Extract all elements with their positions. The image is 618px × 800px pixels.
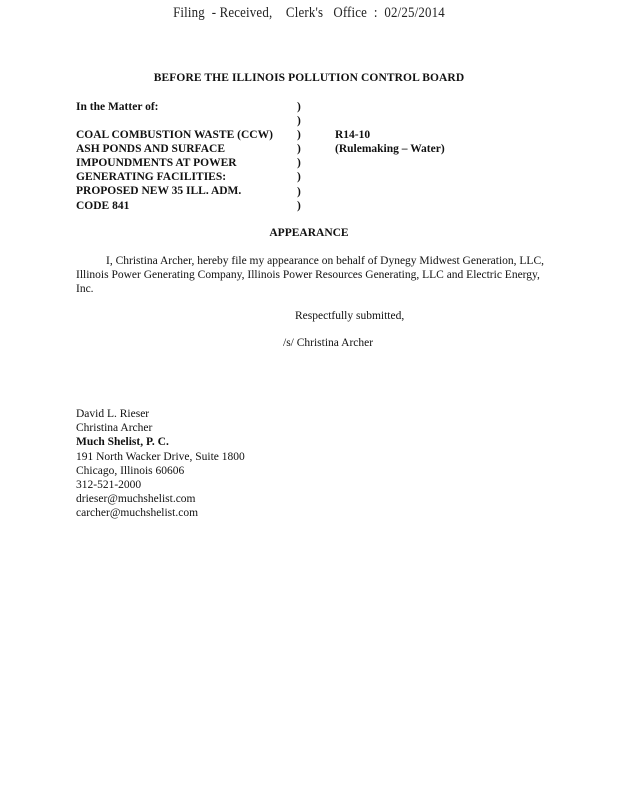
matter-label: In the Matter of: xyxy=(76,101,159,113)
caption-paren: ) xyxy=(297,143,301,156)
caption-paren: ) xyxy=(297,129,301,142)
email-address: carcher@muchshelist.com xyxy=(76,507,199,520)
matter-title xyxy=(76,128,273,213)
appearance-heading: APPEARANCE xyxy=(269,227,349,239)
counsel-block xyxy=(76,407,245,521)
caption-paren: ) xyxy=(297,157,301,170)
board-title: BEFORE THE ILLINOIS POLLUTION CONTROL BOARD xyxy=(153,72,465,84)
docket-type: (Rulemaking – Water) xyxy=(335,143,445,156)
docket-block xyxy=(335,128,445,156)
matter-title-line: PROPOSED NEW 35 ILL. ADM. xyxy=(76,185,242,198)
address-line: Chicago, Illinois 60606 xyxy=(76,464,185,477)
phone-number: 312-521-2000 xyxy=(76,479,142,492)
signature-name: /s/ Christina Archer xyxy=(283,337,374,349)
attorney-name: David L. Rieser xyxy=(76,408,150,420)
email-address: drieser@muchshelist.com xyxy=(76,493,196,506)
attorney-name: Christina Archer xyxy=(76,422,153,435)
caption-paren: ) xyxy=(297,185,301,198)
filing-stamp: Filing - Received, Clerk's Office : 02/25/2014 xyxy=(173,5,445,21)
matter-title-line: ASH PONDS AND SURFACE xyxy=(76,143,225,156)
signature-closing: Respectfully submitted, xyxy=(295,310,405,322)
matter-title-line: IMPOUNDMENTS AT POWER xyxy=(76,157,237,170)
caption-paren: ) xyxy=(297,171,301,184)
matter-title-line: COAL COMBUSTION WASTE (CCW) xyxy=(76,129,273,142)
caption-paren: ) xyxy=(297,101,301,113)
caption-paren: ) xyxy=(297,199,301,212)
caption-divider xyxy=(297,100,301,213)
address-line: 191 North Wacker Drive, Suite 1800 xyxy=(76,450,245,463)
case-caption xyxy=(76,100,273,213)
matter-title-line: CODE 841 xyxy=(76,199,130,212)
caption-paren: ) xyxy=(297,115,301,128)
appearance-body: I, Christina Archer, hereby file my appearance on behalf of Dynegy Midwest Generation, LLC, Illinois Power Generating Company, Illinois Power Resources Generating, LLC and Electric Energy, Inc. xyxy=(76,255,544,296)
firm-name: Much Shelist, P. C. xyxy=(76,436,169,449)
docket-number: R14-10 xyxy=(335,129,371,141)
matter-title-line: GENERATING FACILITIES: xyxy=(76,171,227,184)
